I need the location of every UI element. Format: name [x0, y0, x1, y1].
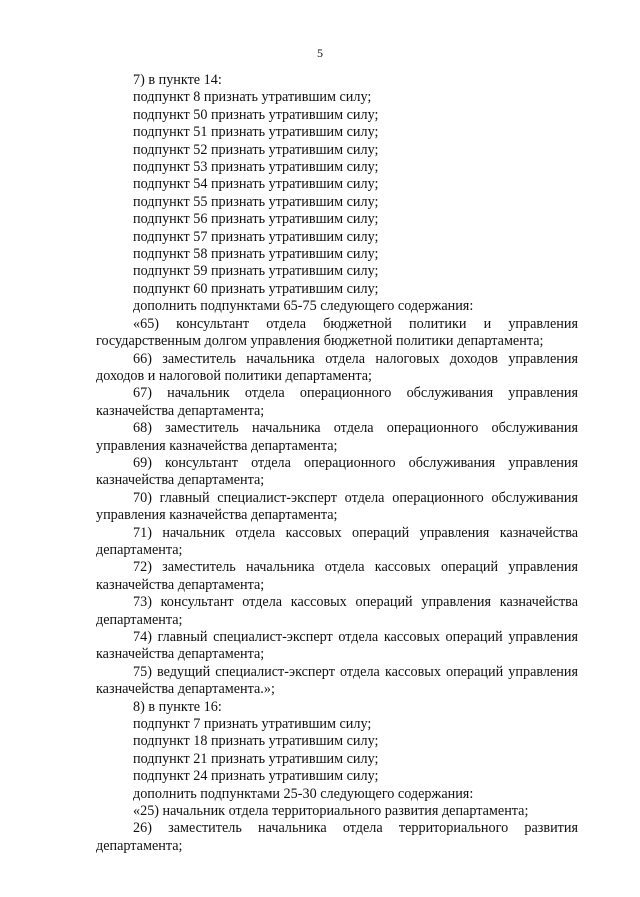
page-number: 5 — [317, 46, 323, 60]
subpoint-71: 71) начальник отдела кассовых операций управления казначейства департамента; — [96, 524, 578, 558]
list-item: подпункт 51 признать утратившим силу; — [133, 124, 379, 141]
subpoint-72: 72) заместитель начальника отдела кассовых операций управления казначейства департамента; — [96, 559, 578, 593]
subpoint-66: 66) заместитель начальника отдела налоговых доходов управления доходов и налоговой политики департамента; — [96, 350, 578, 384]
list-item: подпункт 18 признать утратившим силу; — [133, 733, 379, 750]
list-item: подпункт 21 признать утратившим силу; — [133, 750, 379, 767]
subpoint-75: 75) ведущий специалист-эксперт отдела кассовых операций управления казначейства департамента.»; — [96, 663, 578, 698]
list-item: подпункт 60 признать утратившим силу; — [133, 280, 379, 297]
subpoint-70: 70) главный специалист-эксперт отдела операционного обслуживания управления казначейства департамента; — [96, 489, 578, 524]
subpoint-69: 69) консультант отдела операционного обслуживания управления казначейства департамента; — [96, 454, 578, 489]
subpoint-25: «25) начальник отдела территориального развития департамента; — [133, 803, 529, 820]
subpoint-65: «65) консультант отдела бюджетной политики и управления государственным долгом управления бюджетной политики департамента; — [96, 315, 578, 350]
list-item: подпункт 8 признать утратившим силу; — [133, 89, 372, 106]
subpoint-73: 73) консультант отдела кассовых операций управления казначейства департамента; — [96, 594, 578, 628]
list-item: подпункт 57 признать утратившим силу; — [133, 228, 379, 245]
list-item: подпункт 56 признать утратившим силу; — [133, 211, 379, 228]
subpoint-68: 68) заместитель начальника отдела операционного обслуживания управления казначейства департамента; — [96, 420, 578, 454]
list-item: подпункт 50 признать утратившим силу; — [133, 106, 379, 123]
list-item: подпункт 52 признать утратившим силу; — [133, 141, 379, 158]
list-item: подпункт 53 признать утратившим силу; — [133, 159, 379, 176]
list-item: подпункт 55 признать утратившим силу; — [133, 193, 379, 210]
list-item: подпункт 58 признать утратившим силу; — [133, 246, 379, 263]
item-7-heading: 7) в пункте 14: — [133, 72, 222, 88]
subpoint-74: 74) главный специалист-эксперт отдела кассовых операций управления казначейства департамента; — [96, 629, 578, 663]
list-item: подпункт 59 признать утратившим силу; — [133, 263, 379, 280]
subpoint-67: 67) начальник отдела операционного обслуживания управления казначейства департамента; — [96, 385, 578, 419]
item-8-heading: 8) в пункте 16: — [133, 698, 222, 715]
list-item: подпункт 24 признать утратившим силу; — [133, 768, 379, 785]
list-item: подпункт 7 признать утратившим силу; — [133, 716, 372, 733]
list-item: подпункт 54 признать утратившим силу; — [133, 176, 379, 193]
add-subpoints-25-30: дополнить подпунктами 25-30 следующего содержания: — [133, 785, 474, 802]
subpoint-26: 26) заместитель начальника отдела территориального развития департамента; — [96, 820, 578, 854]
document-body — [96, 72, 578, 855]
add-subpoints-65-75: дополнить подпунктами 65-75 следующего содержания: — [133, 298, 474, 315]
